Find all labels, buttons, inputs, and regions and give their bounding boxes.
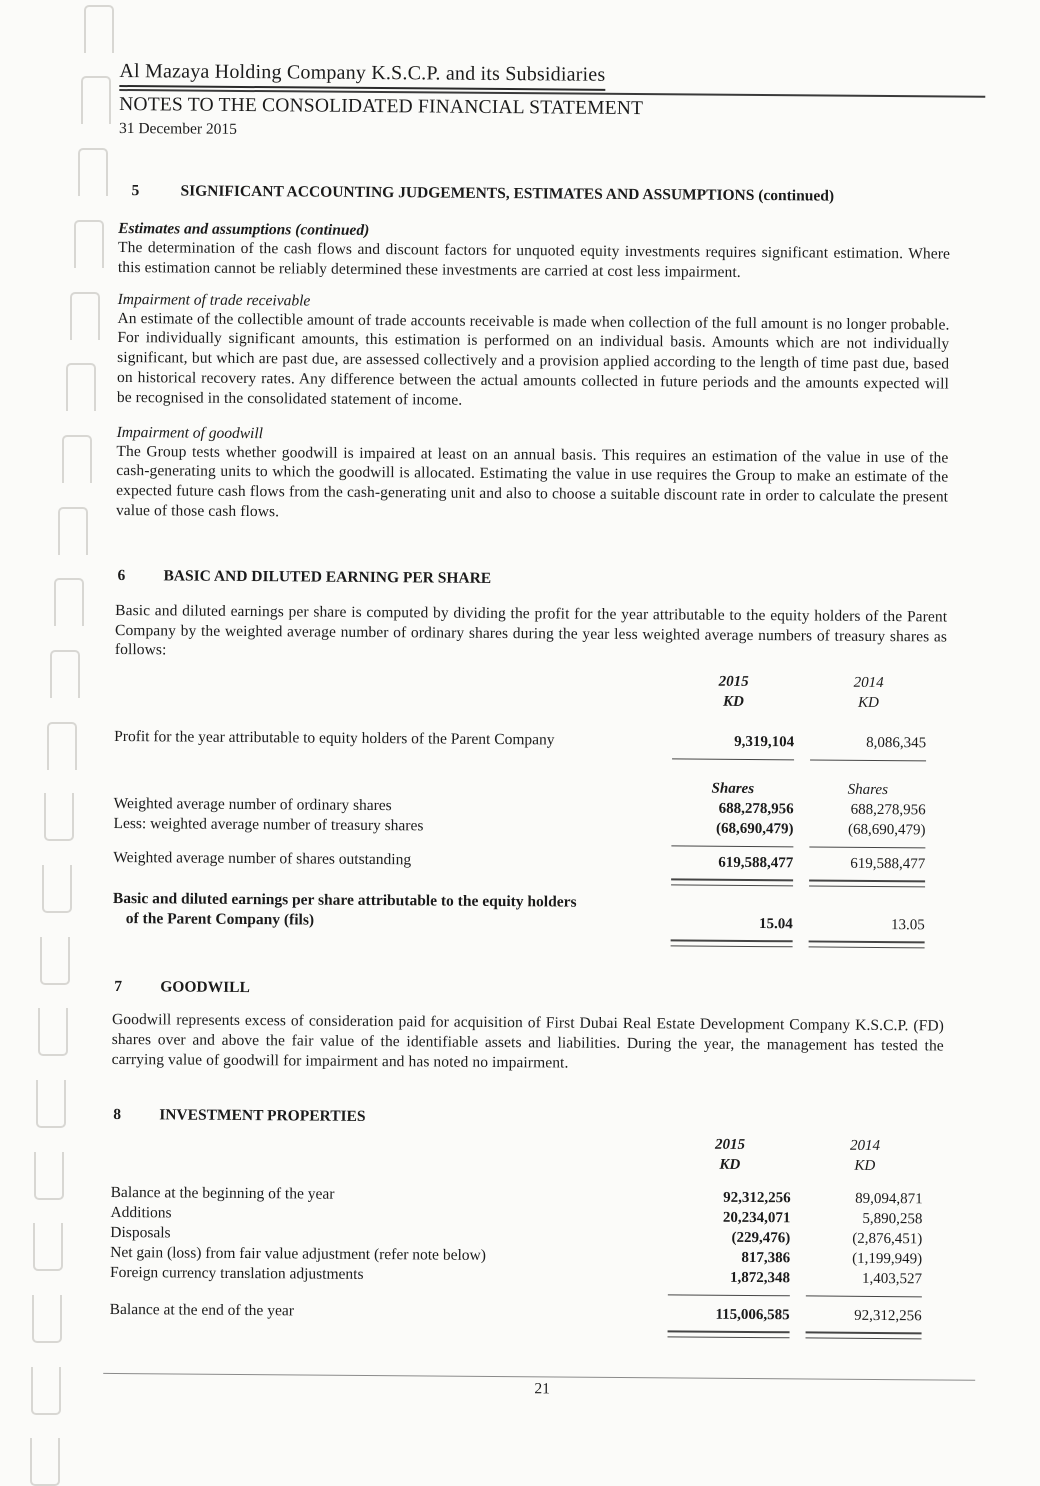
binding-mark bbox=[74, 220, 104, 268]
row-label: Balance at the end of the year bbox=[109, 1300, 294, 1319]
binding-mark bbox=[50, 650, 80, 698]
page-number: 21 bbox=[534, 1379, 550, 1397]
section5-heading bbox=[118, 182, 950, 207]
document-content bbox=[109, 0, 952, 1401]
estimates-subheading: Estimates and assumptions (continued) bbox=[118, 219, 370, 239]
estimates-paragraph: The determination of the cash flows and discount factors for unquoted equity investments requires significant estimation. Where this estimation cannot be reliably determined these investments are carried at cost less impairment. bbox=[117, 238, 951, 281]
row-label: Net gain (loss) from fair value adjustment (refer note below) bbox=[110, 1243, 486, 1264]
binding-mark bbox=[62, 435, 92, 483]
eps-table-header bbox=[114, 667, 926, 713]
row-value-2015: 619,588,477 bbox=[718, 854, 794, 872]
row-label: Additions bbox=[110, 1203, 172, 1221]
binding-mark bbox=[66, 363, 96, 411]
row-label: Disposals bbox=[110, 1223, 171, 1241]
row-value-2014: 619,588,477 bbox=[850, 855, 926, 873]
row-value-2015: 688,278,956 bbox=[718, 800, 794, 818]
row-value-2015: 9,319,104 bbox=[734, 734, 795, 751]
row-value-2015: 20,234,071 bbox=[722, 1209, 791, 1226]
section7-number: 7 bbox=[114, 978, 123, 996]
col-2014-unit: KD bbox=[854, 1157, 876, 1174]
binding-mark bbox=[44, 793, 74, 841]
row-value-2015: 115,006,585 bbox=[715, 1306, 790, 1323]
document-title: NOTES TO THE CONSOLIDATED FINANCIAL STATEMENT bbox=[119, 93, 644, 120]
single-rule bbox=[668, 1292, 790, 1296]
section5-title: SIGNIFICANT ACCOUNTING JUDGEMENTS, ESTIMATES AND ASSUMPTIONS (continued) bbox=[180, 182, 835, 205]
trade-receivable-paragraph: An estimate of the collectible amount of trade accounts receivable is made when collection of the full amount is no longer probable. For individually significant amounts, this estimation is performed on an individual basis. Amounts which are not individually significant, but which are past due, are assessed collectively and a provision applied according to the length of time past due, based on historical recovery rates. Any difference between the actual amounts collected in future periods and the amounts expected will be recognised in the consolidated statement of income. bbox=[116, 309, 950, 409]
binding-mark bbox=[40, 937, 70, 985]
eps-table bbox=[113, 667, 927, 948]
binding-mark bbox=[54, 578, 84, 626]
row-value-2014: 92,312,256 bbox=[854, 1307, 922, 1324]
row-label: Balance at the beginning of the year bbox=[110, 1183, 335, 1203]
binding-mark bbox=[47, 722, 77, 770]
investment-properties-table bbox=[110, 1130, 924, 1339]
company-name: Al Mazaya Holding Company K.S.C.P. and its Subsidiaries bbox=[119, 60, 605, 91]
row-value-2015: 15.04 bbox=[758, 916, 793, 933]
binding-mark bbox=[30, 1438, 60, 1486]
section8-number: 8 bbox=[113, 1105, 122, 1123]
single-rule bbox=[671, 844, 793, 848]
single-rule bbox=[672, 757, 794, 761]
section7-heading bbox=[112, 978, 944, 1003]
row-value-2015: (229,476) bbox=[731, 1229, 791, 1246]
col-2014-unit: KD bbox=[858, 694, 879, 712]
row-value-2014: 8,086,345 bbox=[866, 735, 927, 752]
binding-mark bbox=[84, 5, 114, 53]
row-value-2015: 817,386 bbox=[741, 1249, 791, 1266]
row-value-2014: (68,690,479) bbox=[847, 821, 926, 839]
col-2015-year: 2015 bbox=[714, 1136, 746, 1153]
col-2015-unit: KD bbox=[723, 693, 744, 711]
col-2015-unit: KD bbox=[719, 1156, 741, 1173]
eps-label-line2: of the Parent Company (fils) bbox=[125, 910, 315, 929]
binding-mark bbox=[33, 1223, 63, 1271]
row-label: Less: weighted average number of treasury shares bbox=[113, 815, 424, 835]
goodwill-impairment-subheading: Impairment of goodwill bbox=[116, 423, 264, 442]
investment-table-header bbox=[111, 1130, 923, 1176]
binding-mark bbox=[70, 292, 100, 340]
binding-mark bbox=[32, 1295, 62, 1343]
row-label: Profit for the year attributable to equity holders of the Parent Company bbox=[114, 728, 555, 749]
col-2015-year: 2015 bbox=[718, 673, 749, 691]
row-value-2014: (1,199,949) bbox=[852, 1250, 923, 1267]
row-label: Weighted average number of ordinary shares bbox=[113, 795, 392, 815]
col-2014-year: 2014 bbox=[849, 1137, 881, 1154]
binding-mark bbox=[38, 1008, 68, 1056]
single-rule bbox=[806, 1293, 922, 1297]
goodwill-impairment-paragraph: The Group tests whether goodwill is impaired at least on an annual basis. This requires an estimation of the value in use of the cash-generating units to which the goodwill is allocated. Estimating the value in use requires the Group to make an estimate of the expected future cash flows from the cash-generating unit and also to choose a suitable discount rate in order to calculate the present value of those cash flows. bbox=[115, 442, 949, 521]
single-rule bbox=[809, 845, 925, 849]
section7-paragraph: Goodwill represents excess of consideration paid for acquisition of First Dubai Real Estate Development Company K.S.C.P. (FD) shares over and above the fair value of the identifiable assets and liabilities. During the year, the management has tested the carrying value of goodwill for impairment and has noted no impairment. bbox=[111, 1011, 945, 1072]
double-rule bbox=[809, 941, 925, 949]
double-rule bbox=[806, 1331, 922, 1339]
row-value-2014: 89,094,871 bbox=[855, 1190, 923, 1207]
row-value-2014: 5,890,258 bbox=[862, 1210, 923, 1227]
section6-intro: Basic and diluted earnings per share is computed by dividing the profit for the year attributable to the equity holders of the Parent Company by the weighted average number of ordinary shares during the year less weighted average numbers of treasury shares as follows: bbox=[114, 601, 948, 659]
document-header bbox=[119, 0, 952, 145]
eps-label-line1: Basic and diluted earnings per share attributable to the equity holders bbox=[112, 890, 577, 911]
binding-mark bbox=[58, 507, 88, 555]
binding-mark bbox=[42, 865, 72, 913]
section6-heading bbox=[115, 567, 947, 592]
single-rule bbox=[810, 758, 926, 762]
shares-header-2014: Shares bbox=[847, 781, 889, 799]
double-rule bbox=[671, 940, 793, 948]
section7-title: GOODWILL bbox=[160, 978, 250, 997]
binding-mark bbox=[78, 148, 108, 196]
section5-number: 5 bbox=[131, 182, 140, 200]
row-value-2014: 13.05 bbox=[890, 917, 925, 934]
double-rule bbox=[668, 1330, 790, 1338]
eps-result-row bbox=[113, 889, 925, 935]
section8-heading bbox=[111, 1106, 943, 1131]
row-label: Weighted average number of shares outstanding bbox=[113, 849, 412, 869]
row-value-2014: 1,403,527 bbox=[861, 1270, 923, 1287]
row-value-2015: 92,312,256 bbox=[723, 1189, 791, 1206]
row-value-2014: 688,278,956 bbox=[850, 801, 926, 819]
double-rule bbox=[671, 879, 793, 887]
section6-title: BASIC AND DILUTED EARNING PER SHARE bbox=[163, 567, 492, 587]
binding-mark bbox=[81, 76, 111, 124]
row-value-2015: 1,872,348 bbox=[729, 1269, 791, 1286]
row-label: Foreign currency translation adjustments bbox=[109, 1263, 364, 1283]
row-value-2014: (2,876,451) bbox=[852, 1230, 923, 1247]
col-2014-year: 2014 bbox=[853, 674, 884, 692]
binding-mark bbox=[34, 1152, 64, 1200]
binding-mark bbox=[36, 1080, 66, 1128]
trade-receivable-subheading: Impairment of trade receivable bbox=[117, 290, 311, 310]
section8-title: INVESTMENT PROPERTIES bbox=[159, 1105, 366, 1125]
document-date: 31 December 2015 bbox=[118, 119, 237, 138]
shares-header-2015: Shares bbox=[711, 780, 755, 798]
section6-number: 6 bbox=[117, 566, 126, 584]
binding-mark bbox=[31, 1367, 61, 1415]
row-value-2015: (68,690,479) bbox=[715, 820, 794, 838]
double-rule bbox=[809, 880, 925, 888]
